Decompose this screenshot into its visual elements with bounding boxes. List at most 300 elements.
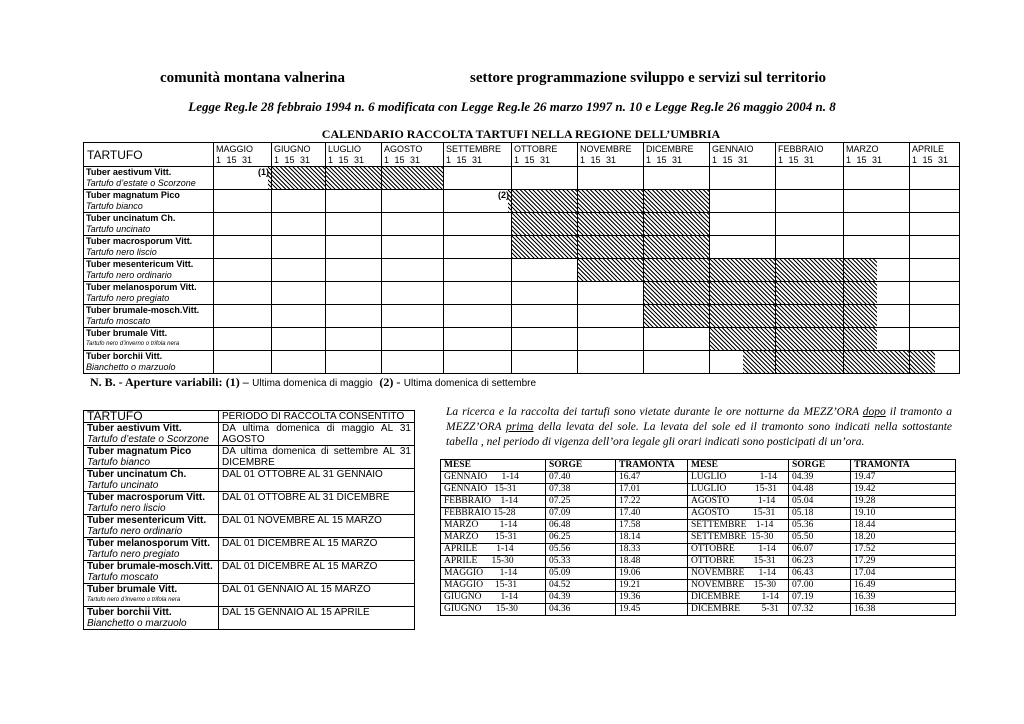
month-cell <box>326 213 382 236</box>
month-cell <box>214 259 272 282</box>
month-cell <box>910 190 960 213</box>
month-cell <box>272 305 326 328</box>
note-1-text: Ultima domenica di maggio <box>252 378 373 389</box>
harvest-period-bar <box>644 305 709 327</box>
month-cell <box>910 328 960 351</box>
sun-cell: 16.49 <box>851 580 956 592</box>
sun-cell: SETTEMBRE 1-14 <box>688 520 789 532</box>
month-cell <box>444 190 512 213</box>
month-cell <box>710 213 776 236</box>
calendar-header-row <box>84 143 960 167</box>
month-cell <box>512 236 578 259</box>
month-cell <box>910 282 960 305</box>
common-name: Tartufo nero d’inverno o trifola nera <box>86 341 180 347</box>
species-name: Tuber magnatum Pico <box>87 446 192 457</box>
common-name: Bianchetto o marzuolo <box>86 362 176 372</box>
month-cell <box>382 259 444 282</box>
sun-cell: APRILE 1-14 <box>441 544 546 556</box>
species-name: Tuber borchii Vitt. <box>87 607 172 618</box>
sun-cell: DICEMBRE 5-31 <box>688 604 789 616</box>
sun-cell: GENNAIO 15-31 <box>441 484 546 496</box>
month-cell <box>326 190 382 213</box>
month-cell <box>844 236 910 259</box>
sun-cell: 07.19 <box>789 592 851 604</box>
month-days: 1 15 31 <box>846 155 883 165</box>
harvest-period-bar <box>272 167 325 189</box>
month-cell <box>512 213 578 236</box>
common-name: Tartufo bianco <box>86 201 143 211</box>
sun-row <box>441 568 956 580</box>
month-cell <box>710 259 776 282</box>
month-cell <box>382 167 444 190</box>
harvest-period-bar <box>844 351 909 373</box>
harvest-period-bar <box>776 351 843 373</box>
calendar-row <box>84 167 960 190</box>
harvest-period: DAL 01 NOVEMBRE AL 15 MARZO <box>219 515 415 538</box>
harvest-period: DA ultima domenica di settembre AL 31 DICEMBRE <box>219 446 415 469</box>
month-cell <box>512 167 578 190</box>
month-cell <box>214 305 272 328</box>
periods-row <box>84 515 415 538</box>
opening-marker: (2) <box>498 190 509 200</box>
month-cell <box>512 190 578 213</box>
harvest-period-bar <box>710 259 775 281</box>
calendar-row <box>84 259 960 282</box>
month-cell <box>844 305 910 328</box>
month-cell <box>776 167 844 190</box>
sun-cell: SETTEMBRE 15-30 <box>688 532 789 544</box>
sun-cell: 05.33 <box>546 556 616 568</box>
sun-cell: 18.20 <box>851 532 956 544</box>
sun-row <box>441 532 956 544</box>
month-cell <box>844 259 910 282</box>
sun-cell: 05.09 <box>546 568 616 580</box>
harvest-period-bar <box>910 351 935 373</box>
calendar-species-cell <box>84 351 214 374</box>
sun-cell: 04.52 <box>546 580 616 592</box>
calendar-species-cell <box>84 236 214 259</box>
sun-cell: GIUGNO 15-30 <box>441 604 546 616</box>
harvest-period-bar <box>644 282 709 304</box>
month-days: 1 15 31 <box>580 155 617 165</box>
month-cell <box>382 236 444 259</box>
periods-header-row <box>84 411 415 423</box>
month-cell <box>910 305 960 328</box>
common-name: Tartufo uncinato <box>86 224 151 234</box>
month-cell <box>272 167 326 190</box>
common-name: Tartufo nero pregiato <box>87 549 180 560</box>
sun-cell: 19.45 <box>616 604 688 616</box>
sun-cell: 06.25 <box>546 532 616 544</box>
month-name: APRILE <box>912 144 945 154</box>
month-cell <box>710 351 776 374</box>
month-cell <box>910 351 960 374</box>
variable-openings-note <box>90 375 536 390</box>
sun-cell: GIUGNO 1-14 <box>441 592 546 604</box>
sun-cell: 05.18 <box>789 508 851 520</box>
month-name: MARZO <box>846 144 879 154</box>
sun-cell: MAGGIO 1-14 <box>441 568 546 580</box>
month-cell <box>844 351 910 374</box>
month-cell <box>776 282 844 305</box>
harvest-period-bar <box>578 259 643 281</box>
harvest-period-bar <box>644 213 709 235</box>
sun-cell: 06.23 <box>789 556 851 568</box>
month-cell <box>444 167 512 190</box>
sun-cell: 17.52 <box>851 544 956 556</box>
month-cell <box>910 213 960 236</box>
harvest-period-bar <box>776 328 843 350</box>
month-cell <box>776 213 844 236</box>
species-name: Tuber brumale-mosch.Vitt. <box>86 305 200 315</box>
month-cell <box>382 190 444 213</box>
sun-cell: 19.21 <box>616 580 688 592</box>
sun-cell: 07.00 <box>789 580 851 592</box>
calendar-title: CALENDARIO RACCOLTA TARTUFI NELLA REGIONE DELL’UMBRIA <box>321 127 721 141</box>
periods-species-cell <box>84 515 219 538</box>
sun-cell: MARZO 1-14 <box>441 520 546 532</box>
calendar-row <box>84 305 960 328</box>
month-cell <box>644 328 710 351</box>
sun-cell: 16.38 <box>851 604 956 616</box>
sun-cell: AGOSTO 1-14 <box>688 496 789 508</box>
month-cell <box>644 305 710 328</box>
month-header-3 <box>382 143 444 167</box>
month-cell <box>326 282 382 305</box>
common-name: Tartufo nero pregiato <box>86 293 170 303</box>
month-cell <box>214 351 272 374</box>
periods-row <box>84 469 415 492</box>
common-name: Tartufo uncinato <box>87 480 159 491</box>
month-cell <box>844 190 910 213</box>
harvest-period-bar <box>578 213 643 235</box>
month-cell <box>578 190 644 213</box>
sun-cell: 19.28 <box>851 496 956 508</box>
month-header-2 <box>326 143 382 167</box>
sun-cell: 18.44 <box>851 520 956 532</box>
species-name: Tuber mesentericum Vitt. <box>87 515 207 526</box>
month-cell <box>710 305 776 328</box>
department-name: settore programmazione sviluppo e servizi sul territorio <box>470 70 827 86</box>
month-name: GENNAIO <box>712 144 754 154</box>
sun-col-header: SORGE <box>789 460 851 472</box>
common-name: Tartufo nero ordinario <box>87 526 183 537</box>
month-days: 1 15 31 <box>446 155 483 165</box>
month-cell <box>578 259 644 282</box>
species-name: Tuber macrosporum Vitt. <box>87 492 205 503</box>
sun-cell: MARZO 15-31 <box>441 532 546 544</box>
month-cell <box>776 190 844 213</box>
month-cell <box>644 167 710 190</box>
sun-cell: 04.48 <box>789 484 851 496</box>
species-name: Tuber aestivum Vitt. <box>86 167 172 177</box>
month-cell <box>326 351 382 374</box>
harvest-period-bar <box>844 282 877 304</box>
sun-cell: AGOSTO 15-31 <box>688 508 789 520</box>
month-header-5 <box>512 143 578 167</box>
month-cell <box>382 213 444 236</box>
harvest-period: DAL 01 OTTOBRE AL 31 GENNAIO <box>219 469 415 492</box>
species-name: Tuber brumale-mosch.Vitt. <box>87 561 213 572</box>
month-cell <box>272 190 326 213</box>
periods-species-cell <box>84 469 219 492</box>
periods-row <box>84 423 415 446</box>
month-cell <box>776 236 844 259</box>
month-cell <box>272 351 326 374</box>
sun-cell: 17.58 <box>616 520 688 532</box>
sun-cell: 19.47 <box>851 472 956 484</box>
month-cell <box>776 259 844 282</box>
month-cell <box>644 213 710 236</box>
calendar-species-cell <box>84 305 214 328</box>
harvest-period-bar <box>512 236 577 258</box>
month-cell <box>214 328 272 351</box>
month-cell <box>710 167 776 190</box>
month-days: 1 15 31 <box>216 155 253 165</box>
month-cell <box>326 328 382 351</box>
month-cell <box>910 167 960 190</box>
sun-col-header: MESE <box>688 460 789 472</box>
sun-cell: 07.32 <box>789 604 851 616</box>
month-cell <box>578 236 644 259</box>
harvest-period: DAL 01 OTTOBRE AL 31 DICEMBRE <box>219 492 415 515</box>
sun-col-header: MESE <box>441 460 546 472</box>
month-cell <box>444 328 512 351</box>
sun-cell: NOVEMBRE 1-14 <box>688 568 789 580</box>
month-cell <box>444 282 512 305</box>
sun-cell: 19.06 <box>616 568 688 580</box>
month-days: 1 15 31 <box>912 155 949 165</box>
sun-row <box>441 496 956 508</box>
month-name: OTTOBRE <box>514 144 558 154</box>
sun-cell: 05.04 <box>789 496 851 508</box>
month-cell <box>214 236 272 259</box>
month-cell <box>512 328 578 351</box>
month-cell <box>272 259 326 282</box>
month-name: DICEMBRE <box>646 144 694 154</box>
harvest-period-bar <box>644 190 709 212</box>
sun-cell: 04.39 <box>546 592 616 604</box>
sun-cell: 16.47 <box>616 472 688 484</box>
sun-row <box>441 556 956 568</box>
calendar-species-cell <box>84 213 214 236</box>
month-cell <box>578 351 644 374</box>
sun-cell: FEBBRAIO 15-28 <box>441 508 546 520</box>
month-cell <box>644 190 710 213</box>
species-name: Tuber uncinatum Ch. <box>87 469 187 480</box>
month-cell <box>326 236 382 259</box>
common-name: Tartufo nero ordinario <box>86 270 172 280</box>
sun-cell: DICEMBRE 1-14 <box>688 592 789 604</box>
sun-row <box>441 520 956 532</box>
species-name: Tuber melanosporum Vitt. <box>86 282 197 292</box>
month-cell <box>644 236 710 259</box>
species-name: Tuber uncinatum Ch. <box>86 213 176 223</box>
periods-row <box>84 584 415 607</box>
harvest-period-bar <box>644 259 709 281</box>
sun-cell: LUGLIO 15-31 <box>688 484 789 496</box>
sun-col-header: TRAMONTA <box>851 460 956 472</box>
month-cell <box>272 236 326 259</box>
sun-cell: 19.10 <box>851 508 956 520</box>
harvest-period-bar <box>776 305 843 327</box>
month-cell <box>214 282 272 305</box>
para-part-1: La ricerca e la raccolta dei tartufi sono vietate durante le ore notturne da MEZZ’ORA <box>446 406 863 418</box>
harvest-period-bar <box>326 167 381 189</box>
sun-cell: 18.14 <box>616 532 688 544</box>
month-cell <box>710 236 776 259</box>
sun-cell: MAGGIO 15-31 <box>441 580 546 592</box>
sun-row <box>441 508 956 520</box>
month-days: 1 15 31 <box>514 155 551 165</box>
sun-cell: GENNAIO 1-14 <box>441 472 546 484</box>
species-name: Tuber brumale Vitt. <box>86 328 168 338</box>
harvest-period: DAL 01 DICEMBRE AL 15 MARZO <box>219 538 415 561</box>
sun-row <box>441 544 956 556</box>
harvest-period-bar <box>578 190 643 212</box>
month-header-1 <box>272 143 326 167</box>
sun-cell: 16.39 <box>851 592 956 604</box>
periods-species-cell <box>84 538 219 561</box>
sun-cell: 07.09 <box>546 508 616 520</box>
month-cell <box>644 259 710 282</box>
month-header-11 <box>910 143 960 167</box>
sun-cell: 06.48 <box>546 520 616 532</box>
month-cell <box>710 190 776 213</box>
month-header-0 <box>214 143 272 167</box>
sun-row <box>441 580 956 592</box>
periods-species-cell <box>84 423 219 446</box>
month-cell <box>444 305 512 328</box>
night-ban-paragraph <box>446 405 952 450</box>
month-cell <box>444 236 512 259</box>
sunrise-sunset-table <box>440 459 956 616</box>
sun-cell: 17.40 <box>616 508 688 520</box>
sun-cell: FEBBRAIO 1-14 <box>441 496 546 508</box>
species-name: Tuber brumale Vitt. <box>87 584 178 595</box>
sun-cell: 05.56 <box>546 544 616 556</box>
month-cell <box>910 236 960 259</box>
calendar-species-cell <box>84 259 214 282</box>
sun-header-row <box>441 460 956 472</box>
month-cell <box>644 351 710 374</box>
month-name: SETTEMBRE <box>446 144 502 154</box>
month-cell <box>844 282 910 305</box>
harvest-period-bar <box>578 236 643 258</box>
sun-cell: 17.01 <box>616 484 688 496</box>
month-cell <box>776 351 844 374</box>
harvest-calendar-table <box>83 142 960 374</box>
sun-cell: 17.04 <box>851 568 956 580</box>
common-name: Tartufo moscato <box>86 316 151 326</box>
month-days: 1 15 31 <box>646 155 683 165</box>
common-name: Tartufo nero liscio <box>86 247 157 257</box>
month-cell <box>776 328 844 351</box>
month-cell <box>644 282 710 305</box>
month-cell <box>578 213 644 236</box>
harvest-period-bar <box>776 259 843 281</box>
harvest-period-bar <box>512 190 577 212</box>
common-name: Tartufo nero d’inverno o trifola nera <box>87 597 181 603</box>
harvest-period-bar <box>382 167 443 189</box>
month-cell <box>578 328 644 351</box>
calendar-species-cell <box>84 167 214 190</box>
sun-cell: 19.36 <box>616 592 688 604</box>
month-cell <box>578 167 644 190</box>
month-cell <box>578 305 644 328</box>
common-name: Tartufo nero liscio <box>87 503 166 514</box>
periods-row <box>84 538 415 561</box>
calendar-col-tartufo: TARTUFO <box>84 143 214 167</box>
sun-cell: 05.50 <box>789 532 851 544</box>
common-name: Tartufo moscato <box>87 572 159 583</box>
note-1-marker: (1) – <box>225 375 249 389</box>
calendar-row <box>84 213 960 236</box>
month-cell <box>444 259 512 282</box>
month-name: MAGGIO <box>216 144 254 154</box>
sun-cell: 18.33 <box>616 544 688 556</box>
periods-col-period: PERIODO DI RACCOLTA CONSENTITO <box>219 411 415 423</box>
para-part-3: della levata del sole. La levata del sole ed il tramonto sono indicati nella sottostante tabella , nel periodo di vigenza dell’ora legale gli orari indicati sono posticipati di un’ora. <box>446 421 953 448</box>
sun-row <box>441 472 956 484</box>
sun-row <box>441 604 956 616</box>
periods-species-cell <box>84 492 219 515</box>
common-name: Tartufo bianco <box>87 457 151 468</box>
common-name: Bianchetto o marzuolo <box>87 618 187 629</box>
month-header-6 <box>578 143 644 167</box>
sun-cell: 06.43 <box>789 568 851 580</box>
harvest-period-bar <box>512 213 577 235</box>
month-cell <box>710 282 776 305</box>
harvest-period-bar <box>710 328 775 350</box>
note-label: N. B. - Aperture variabili: <box>90 375 223 389</box>
harvest-period: DAL 01 GENNAIO AL 15 MARZO <box>219 584 415 607</box>
periods-species-cell <box>84 607 219 630</box>
month-cell <box>910 259 960 282</box>
calendar-species-cell <box>84 190 214 213</box>
month-header-10 <box>844 143 910 167</box>
harvest-period-bar <box>743 351 776 373</box>
month-cell <box>512 305 578 328</box>
periods-row <box>84 607 415 630</box>
periods-species-cell <box>84 561 219 584</box>
sun-cell: OTTOBRE 1-14 <box>688 544 789 556</box>
month-cell <box>326 259 382 282</box>
calendar-row <box>84 328 960 351</box>
month-cell <box>776 305 844 328</box>
sun-col-header: SORGE <box>546 460 616 472</box>
month-cell <box>710 328 776 351</box>
month-header-8 <box>710 143 776 167</box>
month-days: 1 15 31 <box>384 155 421 165</box>
month-cell <box>444 351 512 374</box>
note-2-marker: (2) - <box>379 375 401 389</box>
species-name: Tuber mesentericum Vitt. <box>86 259 194 269</box>
sun-row <box>441 592 956 604</box>
species-name: Tuber aestivum Vitt. <box>87 423 182 434</box>
month-cell <box>326 167 382 190</box>
month-cell <box>214 213 272 236</box>
sun-cell: 07.38 <box>546 484 616 496</box>
calendar-row <box>84 351 960 374</box>
law-reference: Legge Reg.le 28 febbraio 1994 n. 6 modificata con Legge Reg.le 26 marzo 1997 n. 10 e Legge Reg.le 26 maggio 2004 n. 8 <box>188 99 836 114</box>
month-name: AGOSTO <box>384 144 423 154</box>
month-cell <box>382 328 444 351</box>
month-cell <box>382 282 444 305</box>
sun-cell: 17.22 <box>616 496 688 508</box>
calendar-species-cell <box>84 282 214 305</box>
month-cell <box>272 328 326 351</box>
